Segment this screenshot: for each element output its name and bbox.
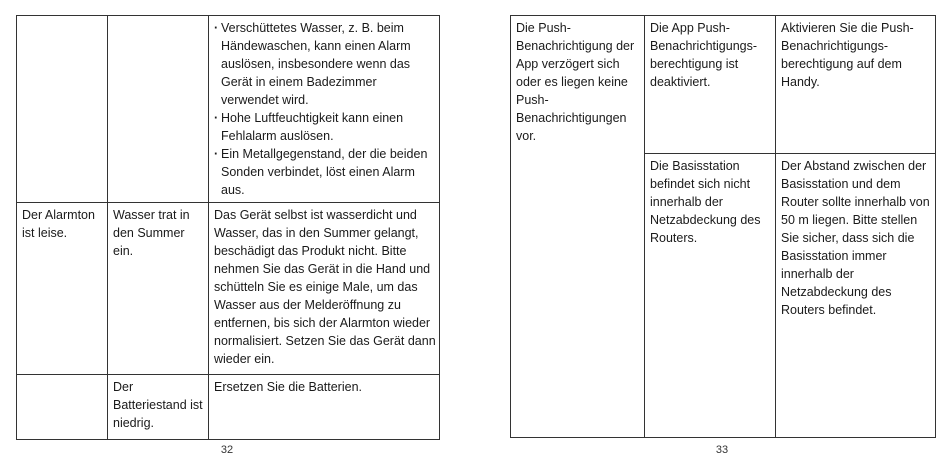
troubleshooting-table-right	[510, 15, 936, 438]
malfunction-cell	[17, 16, 108, 203]
table-row	[17, 203, 440, 375]
page-number: 33	[715, 444, 729, 456]
malfunction-cell: Die Push-Benachrichtigung der App verzögert sich oder es liegen keine Push-Benachrichtigungen vor.	[511, 16, 645, 438]
solution-cell: Das Gerät selbst ist wasserdicht und Wasser, das in den Summer gelangt, beschädigt das Produkt nicht. Bitte nehmen Sie das Gerät in die Hand und schütteln Sie es einige Male, um das Wasser aus der Melderöffnung zu entfernen, bis sich der Alarmton wieder normalisiert. Setzen Sie das Gerät dann wieder ein.	[209, 203, 440, 375]
list-item: · Ein Metallgegenstand, der die beiden Sonden verbindet, löst einen Alarm aus.	[214, 145, 436, 199]
troubleshooting-table-left	[16, 15, 440, 440]
solution-bullet-list	[214, 19, 436, 199]
table-row	[17, 16, 440, 203]
malfunction-cell: Der Alarmton ist leise.	[17, 203, 108, 375]
solution-cell: Der Abstand zwischen der Basisstation und dem Router sollte innerhalb von 50 m liegen. Bitte stellen Sie sicher, dass sich die Basisstation immer innerhalb der Netzabdeckung des Routers befindet.	[776, 154, 936, 438]
solution-cell	[209, 16, 440, 203]
cause-cell	[108, 16, 209, 203]
cause-cell: Wasser trat in den Summer ein.	[108, 203, 209, 375]
cause-cell: Der Batteriestand ist niedrig.	[108, 375, 209, 440]
list-item: · Verschüttetes Wasser, z. B. beim Händewaschen, kann einen Alarm auslösen, insbesondere wenn das Gerät in einem Badezimmer verwendet wird.	[214, 19, 436, 109]
page-number: 32	[220, 444, 234, 456]
list-item: · Hohe Luftfeuchtigkeit kann einen Fehlalarm auslösen.	[214, 109, 436, 145]
solution-cell: Aktivieren Sie die Push-Benachrichtigungs-berechtigung auf dem Handy.	[776, 16, 936, 154]
table-row	[511, 16, 936, 154]
cause-cell: Die App Push-Benachrichtigungs-berechtigung ist deaktiviert.	[645, 16, 776, 154]
table-row	[17, 375, 440, 440]
solution-cell: Ersetzen Sie die Batterien.	[209, 375, 440, 440]
cause-cell: Die Basisstation befindet sich nicht innerhalb der Netzabdeckung des Routers.	[645, 154, 776, 438]
malfunction-cell	[17, 375, 108, 440]
